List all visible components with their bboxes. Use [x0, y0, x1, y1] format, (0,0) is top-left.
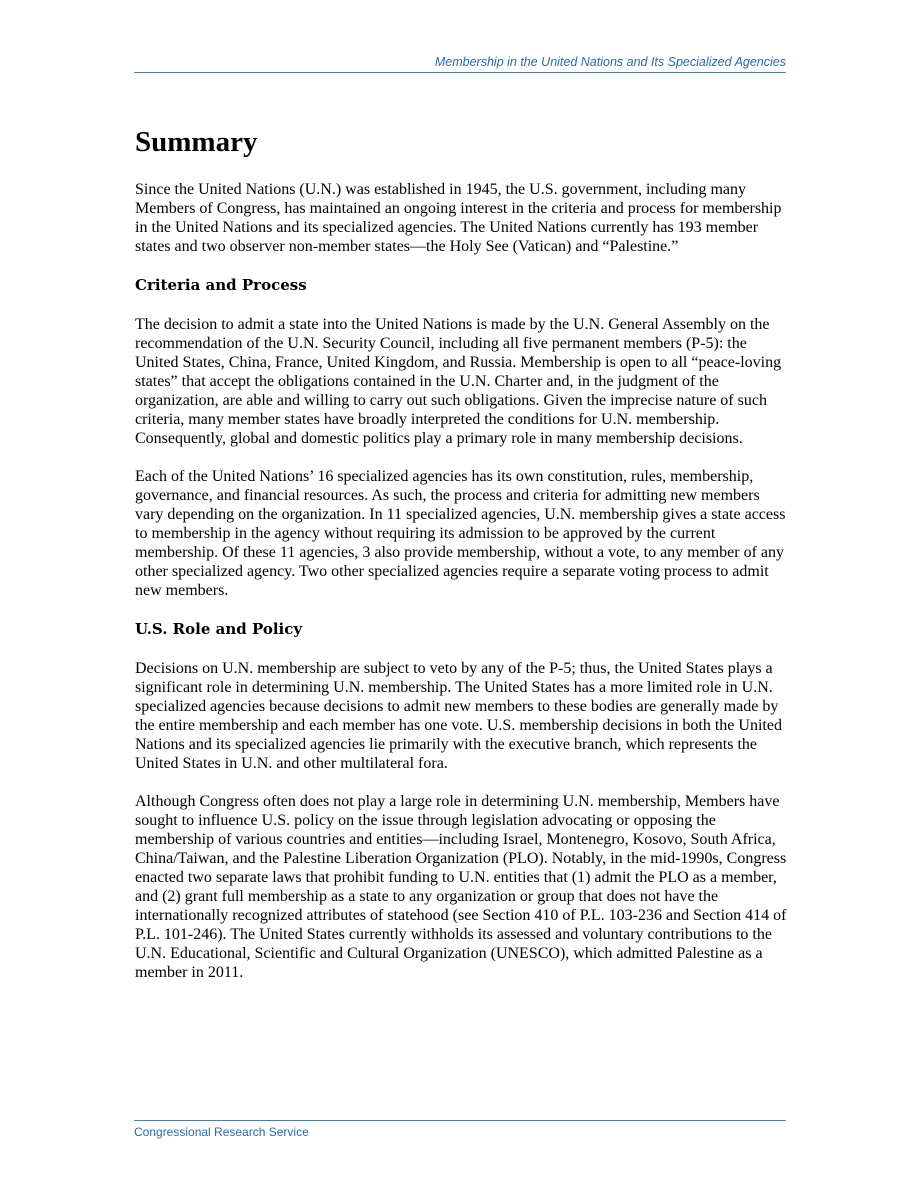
running-footer [134, 1120, 786, 1141]
role-paragraph-2: Although Congress often does not play a large role in determining U.N. membership, Members have sought to influence U.S. policy on the issue through legislation advocating or opposing the membership of various countries and entities—including Israel, Montenegro, Kosovo, South Africa, China/Taiwan, and the Palestine Liberation Organization (PLO). Notably, in the mid-1990s, Congress enacted two separate laws that prohibit funding to U.N. entities that (1) admit the PLO as a member, and (2) grant full membership as a state to any organization or group that does not have the internationally recognized attributes of statehood (see Section 410 of P.L. 103-236 and Section 414 of P.L. 101-246). The United States currently withholds its assessed and voluntary contributions to the U.N. Educational, Scientific and Cultural Organization (UNESCO), which admitted Palestine as a member in 2011. [135, 793, 787, 981]
role-heading: U.S. Role and Policy [135, 620, 303, 638]
role-paragraph-1: Decisions on U.N. membership are subject to veto by any of the P-5; thus, the United States plays a significant role in determining U.N. membership. The United States has a more limited role in U.N. specialized agencies because decisions to admit new members to these bodies are generally made by the entire membership and each member has one vote. U.S. membership decisions in both the United Nations and its specialized agencies lie primarily with the executive branch, which represents the United States in U.N. and other multilateral fora. [135, 660, 782, 772]
footer-text: Congressional Research Service [134, 1125, 309, 1139]
header-title: Membership in the United Nations and Its Specialized Agencies [434, 55, 786, 69]
criteria-paragraph-2: Each of the United Nations’ 16 specialized agencies has its own constitution, rules, membership, governance, and financial resources. As such, the process and criteria for admitting new members vary depending on the organization. In 11 specialized agencies, U.N. membership gives a state access to membership in the agency without requiring its admission to be approved by the current membership. Of these 11 agencies, 3 also provide membership, without a vote, to any member of any other specialized agency. Two other specialized agencies require a separate voting process to admit new members. [135, 468, 786, 599]
running-header [134, 53, 786, 73]
document-body [135, 124, 790, 1001]
summary-paragraph: Since the United Nations (U.N.) was established in 1945, the U.S. government, including many Members of Congress, has maintained an ongoing interest in the criteria and process for membership in the United Nations and its specialized agencies. The United Nations currently has 193 member states and two observer non-member states—the Holy See (Vatican) and “Palestine.” [135, 181, 782, 255]
page-title: Summary [135, 126, 258, 158]
criteria-paragraph-1: The decision to admit a state into the United Nations is made by the U.N. General Assembly on the recommendation of the U.N. Security Council, including all five permanent members (P-5): the United States, China, France, United Kingdom, and Russia. Membership is open to all “peace-loving states” that accept the obligations contained in the U.N. Charter and, in the judgment of the organization, are able and willing to carry out such obligations. Given the imprecise nature of such criteria, many member states have broadly interpreted the conditions for U.N. membership. Consequently, global and domestic politics play a primary role in many membership decisions. [135, 316, 782, 447]
criteria-heading: Criteria and Process [135, 276, 307, 294]
